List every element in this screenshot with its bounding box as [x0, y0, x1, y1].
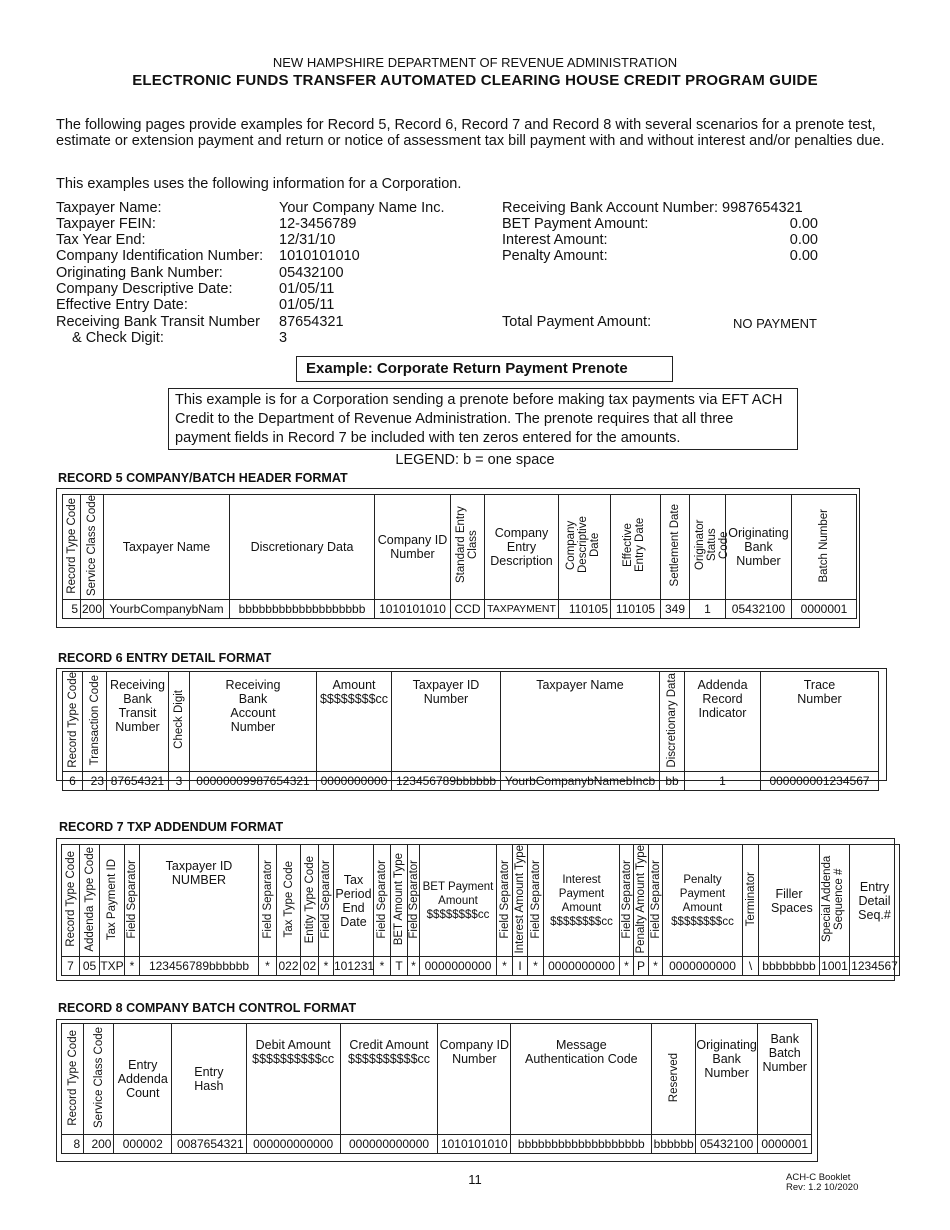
intro-paragraph: The following pages provide examples for Record 5, Record 6, Record 7 and Record 8 with several scenarios for a prenote test, estimate or extension payment and return or notice of assessment tax bill payment with and without interest and/or penalties due.	[56, 117, 885, 149]
header-cell: Tax Type Code	[277, 845, 301, 957]
header-cell: Record Type Code	[62, 845, 80, 957]
header-cell: BET Payment Amount $$$$$$$$cc	[420, 845, 497, 957]
value-cell: *	[497, 957, 513, 976]
legend: LEGEND: b = one space	[395, 452, 555, 468]
header-cell: Record Type Code	[62, 1024, 84, 1135]
uses-statement: This examples uses the following information for a Corporation.	[56, 176, 462, 192]
value-cell: 101231	[334, 957, 374, 976]
header-cell: Field Separator	[528, 845, 544, 957]
value-cell: 0000000000	[663, 957, 743, 976]
header-cell: Receiving Bank Account Number	[190, 672, 317, 772]
header-cell: Originator Status Code	[690, 495, 726, 600]
header-cell: Entry Addenda Count	[114, 1024, 172, 1135]
value-cell: 200	[84, 1135, 114, 1154]
value-cell: 1010101010	[438, 1135, 511, 1154]
value-cell: \	[743, 957, 759, 976]
header-cell: Entry Hash	[172, 1024, 247, 1135]
header-cell: Field Separator	[125, 845, 140, 957]
value-cell: 1234567	[850, 957, 900, 976]
record7-title: RECORD 7 TXP ADDENDUM FORMAT	[59, 820, 284, 834]
header-cell: Settlement Date	[661, 495, 690, 600]
account-value: 9987654321	[722, 200, 803, 216]
record5-table	[62, 494, 857, 619]
header-cell: BET Amount Type	[391, 845, 408, 957]
header-cell: Penalty Payment Amount $$$$$$$$cc	[663, 845, 743, 957]
value-cell: 1	[690, 599, 726, 618]
value-cell: TAXPAYMENT	[485, 599, 559, 618]
header-cell: Originating Bank Number	[726, 495, 792, 600]
header-cell: Check Digit	[169, 672, 190, 772]
value-cell: 05	[80, 957, 100, 976]
record6-title: RECORD 6 ENTRY DETAIL FORMAT	[58, 651, 272, 665]
value-cell: bbbbbbbbbbbbbbbbbbb	[230, 599, 375, 618]
value-cell: 123456789bbbbbb	[392, 771, 501, 790]
header-cell: Field Separator	[408, 845, 420, 957]
value-cell: 6	[63, 771, 83, 790]
header-cell: Bank Batch Number	[758, 1024, 812, 1135]
value-cell: 200	[81, 599, 104, 618]
value-cell: bb	[660, 771, 685, 790]
value-cell: 349	[661, 599, 690, 618]
value-cell: *	[319, 957, 334, 976]
header-cell: Field Separator	[374, 845, 391, 957]
header-cell: Taxpayer ID Number	[392, 672, 501, 772]
value-cell: 0000001	[758, 1135, 812, 1154]
header-cell: Record Type Code	[63, 495, 81, 600]
header-cell: Record Type Code	[63, 672, 83, 772]
value-cell: T	[391, 957, 408, 976]
record5-title: RECORD 5 COMPANY/BATCH HEADER FORMAT	[58, 471, 348, 485]
header-cell: Message Authentication Code	[511, 1024, 652, 1135]
example-title: Example: Corporate Return Payment Prenote	[296, 356, 673, 382]
header-cell: Taxpayer Name	[501, 672, 660, 772]
header-cell: Interest Payment Amount $$$$$$$$cc	[544, 845, 620, 957]
header-cell: Company Entry Description	[485, 495, 559, 600]
value-cell: 02	[301, 957, 319, 976]
value-cell: bbbbbbbbbbbbbbbbbbb	[511, 1135, 652, 1154]
header-cell: Service Class Code	[84, 1024, 114, 1135]
value-cell: 7	[62, 957, 80, 976]
value-cell: 000002	[114, 1135, 172, 1154]
header-cell: Terminator	[743, 845, 759, 957]
value-cell: I	[513, 957, 528, 976]
value-cell: 1	[685, 771, 761, 790]
account-label: Receiving Bank Account Number:	[502, 200, 718, 216]
value-cell: YourbCompanybNamebIncb	[501, 771, 660, 790]
header-cell: Field Separator	[620, 845, 634, 957]
booklet-footer	[786, 1173, 858, 1193]
value-cell: 87654321	[107, 771, 169, 790]
value-cell: P	[634, 957, 649, 976]
header-cell: Debit Amount $$$$$$$$$$cc	[246, 1024, 340, 1135]
header-cell: Filler Spaces	[759, 845, 820, 957]
taxpayer-info-left: Taxpayer Name: Your Company Name Inc. Taxpayer FEIN: 12-3456789 Tax Year End: 12/31/10 Company Identification Number: 1010101010 Originating Bank Number: 05432100 Company Descriptive Date: 01/05/11 Effective Entry Date: 01/05/11 Receiving Bank Transit Number 87654321 & Check Digit: 3	[56, 200, 445, 346]
value-cell: 1001	[820, 957, 850, 976]
header-cell: Field Separator	[649, 845, 663, 957]
header-cell: Interest Amount Type	[513, 845, 528, 957]
header-cell: Effective Entry Date	[611, 495, 661, 600]
record6-table	[62, 671, 879, 791]
value-cell: 000000000000	[246, 1135, 340, 1154]
value-cell: CCD	[451, 599, 485, 618]
header-cell: Reserved	[652, 1024, 695, 1135]
value-cell: 0000000000	[317, 771, 392, 790]
value-cell: 1010101010	[375, 599, 451, 618]
header-cell: Taxpayer ID NUMBER	[140, 845, 259, 957]
value-cell: 000000001234567	[761, 771, 879, 790]
value-cell: 5	[63, 599, 81, 618]
value-cell: 00000009987654321	[190, 771, 317, 790]
example-description: This example is for a Corporation sending a prenote before making tax payments via EFT ACH Credit to the Department of Revenue Administration. The prenote requires that all three payment fields in Record 7 be included with ten zeros entered for the amounts.	[168, 388, 798, 450]
record8-table	[61, 1023, 812, 1154]
value-cell: 0000001	[792, 599, 857, 618]
page-number: 11	[468, 1172, 482, 1187]
value-cell: 05432100	[695, 1135, 758, 1154]
value-cell: 05432100	[726, 599, 792, 618]
header-cell: Addenda Record Indicator	[685, 672, 761, 772]
value-cell: *	[649, 957, 663, 976]
value-cell: 000000000000	[340, 1135, 438, 1154]
value-cell: 0000000000	[420, 957, 497, 976]
header-cell: Originating Bank Number	[695, 1024, 758, 1135]
revision: Rev: 1.2 10/2020	[786, 1182, 859, 1193]
value-cell: 0087654321	[172, 1135, 247, 1154]
header-cell: Credit Amount $$$$$$$$$$cc	[340, 1024, 438, 1135]
value-cell: 110105	[559, 599, 611, 618]
value-cell: YourbCompanybNam	[104, 599, 230, 618]
value-cell: *	[528, 957, 544, 976]
header-cell: Field Separator	[259, 845, 277, 957]
header-cell: Company ID Number	[375, 495, 451, 600]
header-cell: Tax Period End Date	[334, 845, 374, 957]
header-cell: Tax Payment ID	[100, 845, 125, 957]
header-cell: Batch Number	[792, 495, 857, 600]
value-cell: 022	[277, 957, 301, 976]
header-cell: Standard Entry Class	[451, 495, 485, 600]
value-cell: 110105	[611, 599, 661, 618]
value-cell: 123456789bbbbbb	[140, 957, 259, 976]
value-cell: *	[620, 957, 634, 976]
header-cell: Entity Type Code	[301, 845, 319, 957]
header-cell: Penalty Amount Type	[634, 845, 649, 957]
header-cell: Taxpayer Name	[104, 495, 230, 600]
header-cell: Receiving Bank Transit Number	[107, 672, 169, 772]
header-cell: Amount $$$$$$$$cc	[317, 672, 392, 772]
value-cell: 3	[169, 771, 190, 790]
value-cell: *	[125, 957, 140, 976]
header-cell: Entry Detail Seq.#	[850, 845, 900, 957]
record8-title: RECORD 8 COMPANY BATCH CONTROL FORMAT	[58, 1001, 357, 1015]
value-cell: bbbbbbbb	[759, 957, 820, 976]
value-cell: 8	[62, 1135, 84, 1154]
header-cell: Special Addenda Sequence #	[820, 845, 850, 957]
value-cell: *	[408, 957, 420, 976]
header-cell: Field Separator	[319, 845, 334, 957]
header-cell: Discretionary Data	[230, 495, 375, 600]
payment-info-right: Receiving Bank Account Number: 9987654321 BET Payment Amount: 0.00 Interest Amount: 0.00 Penalty Amount: 0.00 Total Payment Amount: NO PAYMENT	[502, 200, 818, 331]
booklet-name: ACH-C Booklet	[786, 1172, 851, 1183]
value-cell: bbbbbb	[652, 1135, 695, 1154]
header-cell: Company ID Number	[438, 1024, 511, 1135]
record7-table	[61, 844, 900, 976]
header-cell: Addenda Type Code	[80, 845, 100, 957]
header-cell: Discretionary Data	[660, 672, 685, 772]
value-cell: *	[374, 957, 391, 976]
value-cell: TXP	[100, 957, 125, 976]
value-cell: 23	[83, 771, 107, 790]
document-title: ELECTRONIC FUNDS TRANSFER AUTOMATED CLEARING HOUSE CREDIT PROGRAM GUIDE	[132, 72, 818, 89]
value-cell: *	[259, 957, 277, 976]
agency-name: NEW HAMPSHIRE DEPARTMENT OF REVENUE ADMINISTRATION	[272, 55, 678, 70]
header-cell: Trace Number	[761, 672, 879, 772]
header-cell: Field Separator	[497, 845, 513, 957]
value-cell: 0000000000	[544, 957, 620, 976]
header-cell: Transaction Code	[83, 672, 107, 772]
header-cell: Service Class Code	[81, 495, 104, 600]
header-cell: Company Descriptive Date	[559, 495, 611, 600]
